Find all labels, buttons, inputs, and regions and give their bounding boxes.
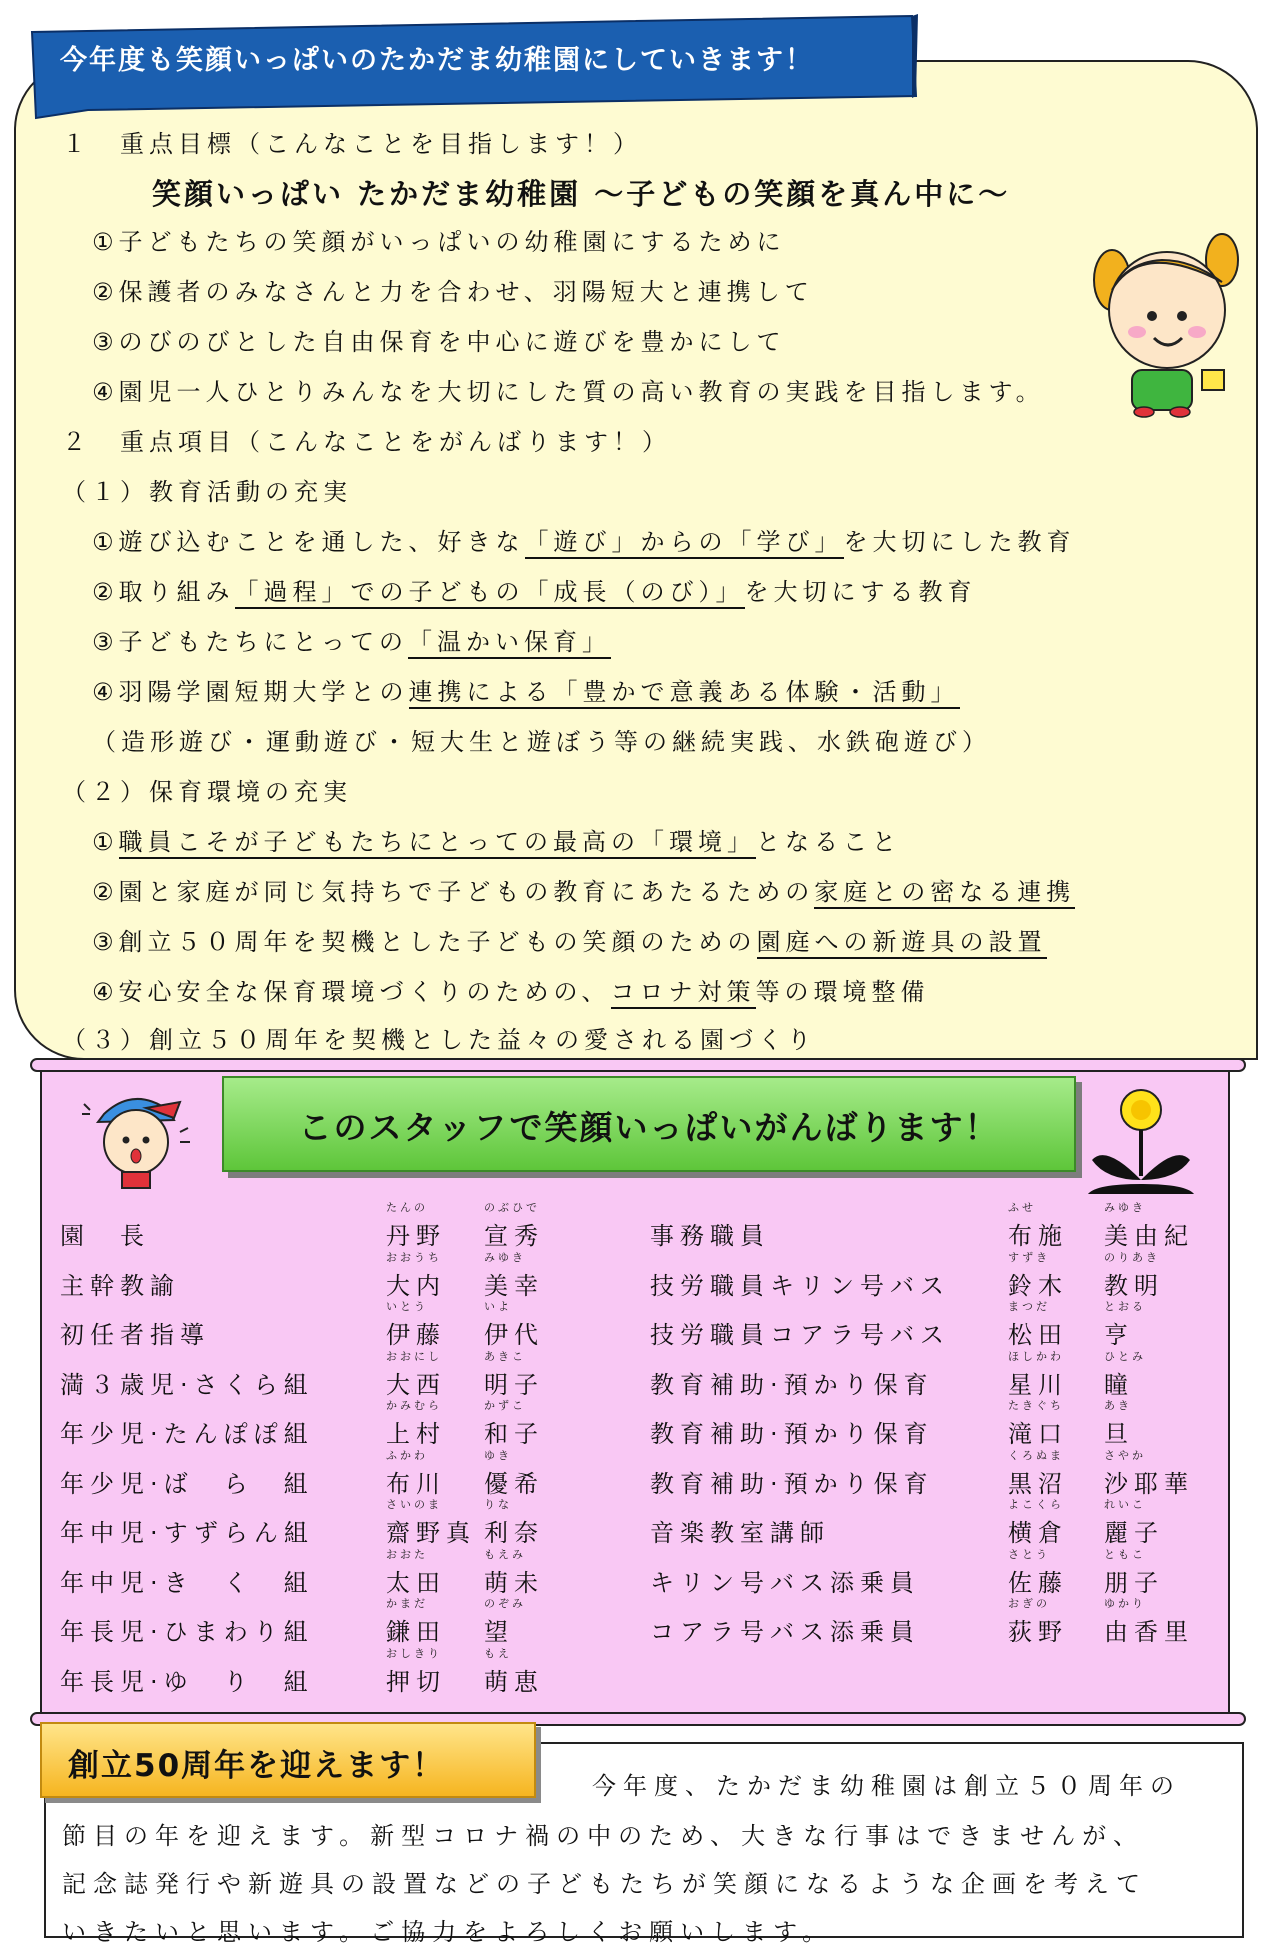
staff-first-name: 和子 [484,1420,544,1448]
staff-role: 事務職員 [650,1222,770,1250]
staff-last-name-ruby: おぎの [1008,1597,1050,1610]
staff-first-name-ruby: ともこ [1104,1548,1146,1561]
staff-first-name: 萌恵 [484,1668,544,1696]
item-1-2: ②取り組み「過程」での子どもの「成長（のび）」を大切にする教育 [92,572,977,607]
staff-first-name-ruby: とおる [1104,1300,1146,1313]
staff-first-name-ruby: あきこ [484,1350,526,1363]
staff-first-name: 利奈 [484,1519,544,1547]
staff-role: 年長児·ひまわり組 [60,1618,314,1646]
staff-first-name-ruby: りな [484,1498,512,1511]
anniversary-banner-title: 創立50周年を迎えます！ [68,1748,446,1784]
staff-role: 年少児·ば ら 組 [60,1470,314,1498]
anniversary-line-3: 記念誌発行や新遊具の設置などの子どもたちが笑顔になるような企画を考えて [62,1870,1147,1898]
staff-first-name: 伊代 [484,1321,544,1349]
staff-last-name: 荻野 [1008,1618,1068,1646]
staff-last-name-ruby: まつだ [1008,1300,1050,1313]
staff-last-name: 大西 [386,1371,446,1399]
item-2-4: ④安心安全な保育環境づくりのための、コロナ対策等の環境整備 [92,972,930,1007]
staff-first-name: 麗子 [1104,1519,1164,1547]
staff-first-name-ruby: かずこ [484,1399,526,1412]
staff-last-name-ruby: たきぐち [1008,1399,1064,1412]
staff-last-name-ruby: ふせ [1008,1201,1036,1214]
staff-role: キリン号バス添乗員 [650,1569,920,1597]
staff-last-name-ruby: おしきり [386,1647,442,1660]
staff-last-name-ruby: よこくら [1008,1498,1064,1511]
staff-role: 満３歳児·さくら組 [60,1371,314,1399]
staff-last-name-ruby: おおた [386,1548,428,1561]
scroll-edge-top [30,1058,1246,1072]
item-1-5: （造形遊び・運動遊び・短大生と遊ぼう等の継続実践、水鉄砲遊び） [92,728,991,756]
staff-first-name: 優希 [484,1470,544,1498]
staff-last-name: 布施 [1008,1222,1068,1250]
girl-illustration [1082,220,1242,420]
item-1-4: ④羽陽学園短期大学との連携による「豊かで意義ある体験・活動」 [92,672,960,707]
staff-last-name: 鎌田 [386,1618,446,1646]
anniversary-line-2: 節目の年を迎えます。新型コロナ禍の中のため、大きな行事はできませんが、 [62,1822,1145,1850]
staff-last-name-ruby: ほしかわ [1008,1350,1064,1363]
item-1-3: ③子どもたちにとっての「温かい保育」 [92,622,611,657]
staff-last-name-ruby: さとう [1008,1548,1050,1561]
staff-last-name-ruby: すずき [1008,1251,1051,1264]
staff-role: 教育補助·預かり保育 [650,1371,934,1399]
staff-last-name: 上村 [386,1420,446,1448]
item-1-1: ①遊び込むことを通した、好きな「遊び」からの「学び」を大切にした教育 [92,522,1076,557]
staff-first-name: 旦 [1104,1420,1134,1448]
staff-first-name-ruby: れいこ [1104,1498,1146,1511]
staff-first-name-ruby: ひとみ [1104,1350,1146,1363]
staff-first-name-ruby: のりあき [1104,1251,1160,1264]
staff-last-name: 佐藤 [1008,1569,1068,1597]
staff-last-name-ruby: くろぬま [1008,1449,1064,1462]
staff-banner-title: このスタッフで笑顔いっぱいがんばります！ [298,1108,1000,1147]
goal-2: ②保護者のみなさんと力を合わせ、羽陽短大と連携して [92,278,814,306]
staff-last-name: 押切 [386,1668,446,1696]
staff-role: 技労職員キリン号バス [650,1272,950,1300]
anniversary-banner [40,1722,536,1798]
heading-focus-goals: １ 重点目標（こんなことを目指します！） [62,130,642,158]
flower-illustration [1086,1084,1196,1200]
boy-illustration [76,1084,196,1194]
goals-banner [28,10,918,122]
staff-first-name-ruby: ゆき [484,1449,512,1462]
goal-4: ④園児一人ひとりみんなを大切にした質の高い教育の実践を目指します。 [92,378,1045,406]
staff-role: 年長児·ゆ り 組 [60,1668,314,1696]
staff-last-name: 伊藤 [386,1321,446,1349]
staff-first-name: 教明 [1104,1272,1164,1300]
staff-last-name-ruby: ふかわ [386,1449,428,1462]
subheading-anniversary-goal: （３）創立５０周年を契機とした益々の愛される園づくり [62,1026,816,1054]
staff-first-name: 宣秀 [484,1222,544,1250]
staff-last-name: 布川 [386,1470,446,1498]
staff-first-name: 萌未 [484,1569,544,1597]
staff-first-name: 朋子 [1104,1569,1164,1597]
staff-first-name: 美由紀 [1104,1222,1194,1250]
staff-last-name: 松田 [1008,1321,1068,1349]
staff-last-name-ruby: かまだ [386,1597,428,1610]
staff-first-name-ruby: いよ [484,1300,512,1313]
staff-first-name-ruby: みゆき [1104,1201,1146,1214]
staff-last-name: 横倉 [1008,1519,1068,1547]
staff-role: 年中児·き く 組 [60,1569,314,1597]
subheading-education: （１）教育活動の充実 [62,478,352,506]
staff-role: 主幹教諭 [60,1272,180,1300]
goal-3: ③のびのびとした自由保育を中心に遊びを豊かにして [92,328,786,356]
staff-role: 教育補助·預かり保育 [650,1470,934,1498]
staff-first-name-ruby: のぶひで [484,1201,540,1214]
staff-last-name-ruby: いとう [386,1300,428,1313]
staff-last-name-ruby: おおうち [386,1251,442,1264]
goal-1: ①子どもたちの笑顔がいっぱいの幼稚園にするために [92,228,786,256]
staff-role: コアラ号バス添乗員 [650,1618,920,1646]
staff-first-name-ruby: のぞみ [484,1597,526,1610]
staff-last-name: 齋野真 [386,1519,476,1547]
staff-first-name-ruby: みゆき [484,1251,526,1264]
staff-last-name-ruby: かみむら [386,1399,442,1412]
staff-first-name-ruby: あき [1104,1399,1132,1412]
staff-last-name: 黒沼 [1008,1470,1068,1498]
item-2-1: ①職員こそが子どもたちにとっての最高の「環境」となること [92,822,901,857]
staff-role: 技労職員コアラ号バス [650,1321,950,1349]
staff-first-name: 望 [484,1618,514,1646]
subheading-environment: （２）保育環境の充実 [62,778,352,806]
staff-first-name: 美幸 [484,1272,544,1300]
anniversary-line-1: 今年度、たかだま幼稚園は創立５０周年の [592,1772,1181,1800]
staff-role: 教育補助·預かり保育 [650,1420,934,1448]
item-2-3: ③創立５０周年を契機とした子どもの笑顔のための園庭への新遊具の設置 [92,922,1047,957]
staff-role: 年中児·すずらん組 [60,1519,314,1547]
motto: 笑顔いっぱい たかだま幼稚園 ～子どもの笑顔を真ん中に～ [152,177,1011,211]
staff-first-name: 沙耶華 [1104,1470,1194,1498]
staff-last-name: 大内 [386,1272,446,1300]
staff-last-name: 滝口 [1008,1420,1068,1448]
staff-last-name-ruby: おおにし [386,1350,442,1363]
staff-first-name-ruby: ゆかり [1104,1597,1146,1610]
staff-role: 音楽教室講師 [650,1519,830,1547]
item-2-2: ②園と家庭が同じ気持ちで子どもの教育にあたるための家庭との密なる連携 [92,872,1075,907]
staff-role: 年少児·たんぽぽ組 [60,1420,314,1448]
staff-first-name-ruby: もえみ [484,1548,526,1561]
staff-last-name: 丹野 [386,1222,446,1250]
staff-last-name: 星川 [1008,1371,1068,1399]
staff-first-name: 明子 [484,1371,544,1399]
heading-focus-items: ２ 重点項目（こんなことをがんばります！） [62,428,671,456]
staff-last-name: 鈴木 [1008,1272,1068,1300]
staff-first-name-ruby: さやか [1104,1449,1146,1462]
staff-first-name: 瞳 [1104,1371,1134,1399]
staff-role: 園 長 [60,1222,150,1250]
staff-first-name-ruby: もえ [484,1647,512,1660]
staff-last-name-ruby: たんの [386,1201,428,1214]
staff-first-name: 由香里 [1104,1618,1194,1646]
goals-banner-title: 今年度も笑顔いっぱいのたかだま幼稚園にしていきます！ [60,45,814,76]
staff-last-name-ruby: さいのま [386,1498,442,1511]
staff-role: 初任者指導 [60,1321,210,1349]
staff-last-name: 太田 [386,1569,446,1597]
staff-banner [222,1076,1076,1172]
anniversary-line-4: いきたいと思います。ご協力をよろしくお願いします。 [62,1918,834,1946]
staff-first-name: 亨 [1104,1321,1134,1349]
